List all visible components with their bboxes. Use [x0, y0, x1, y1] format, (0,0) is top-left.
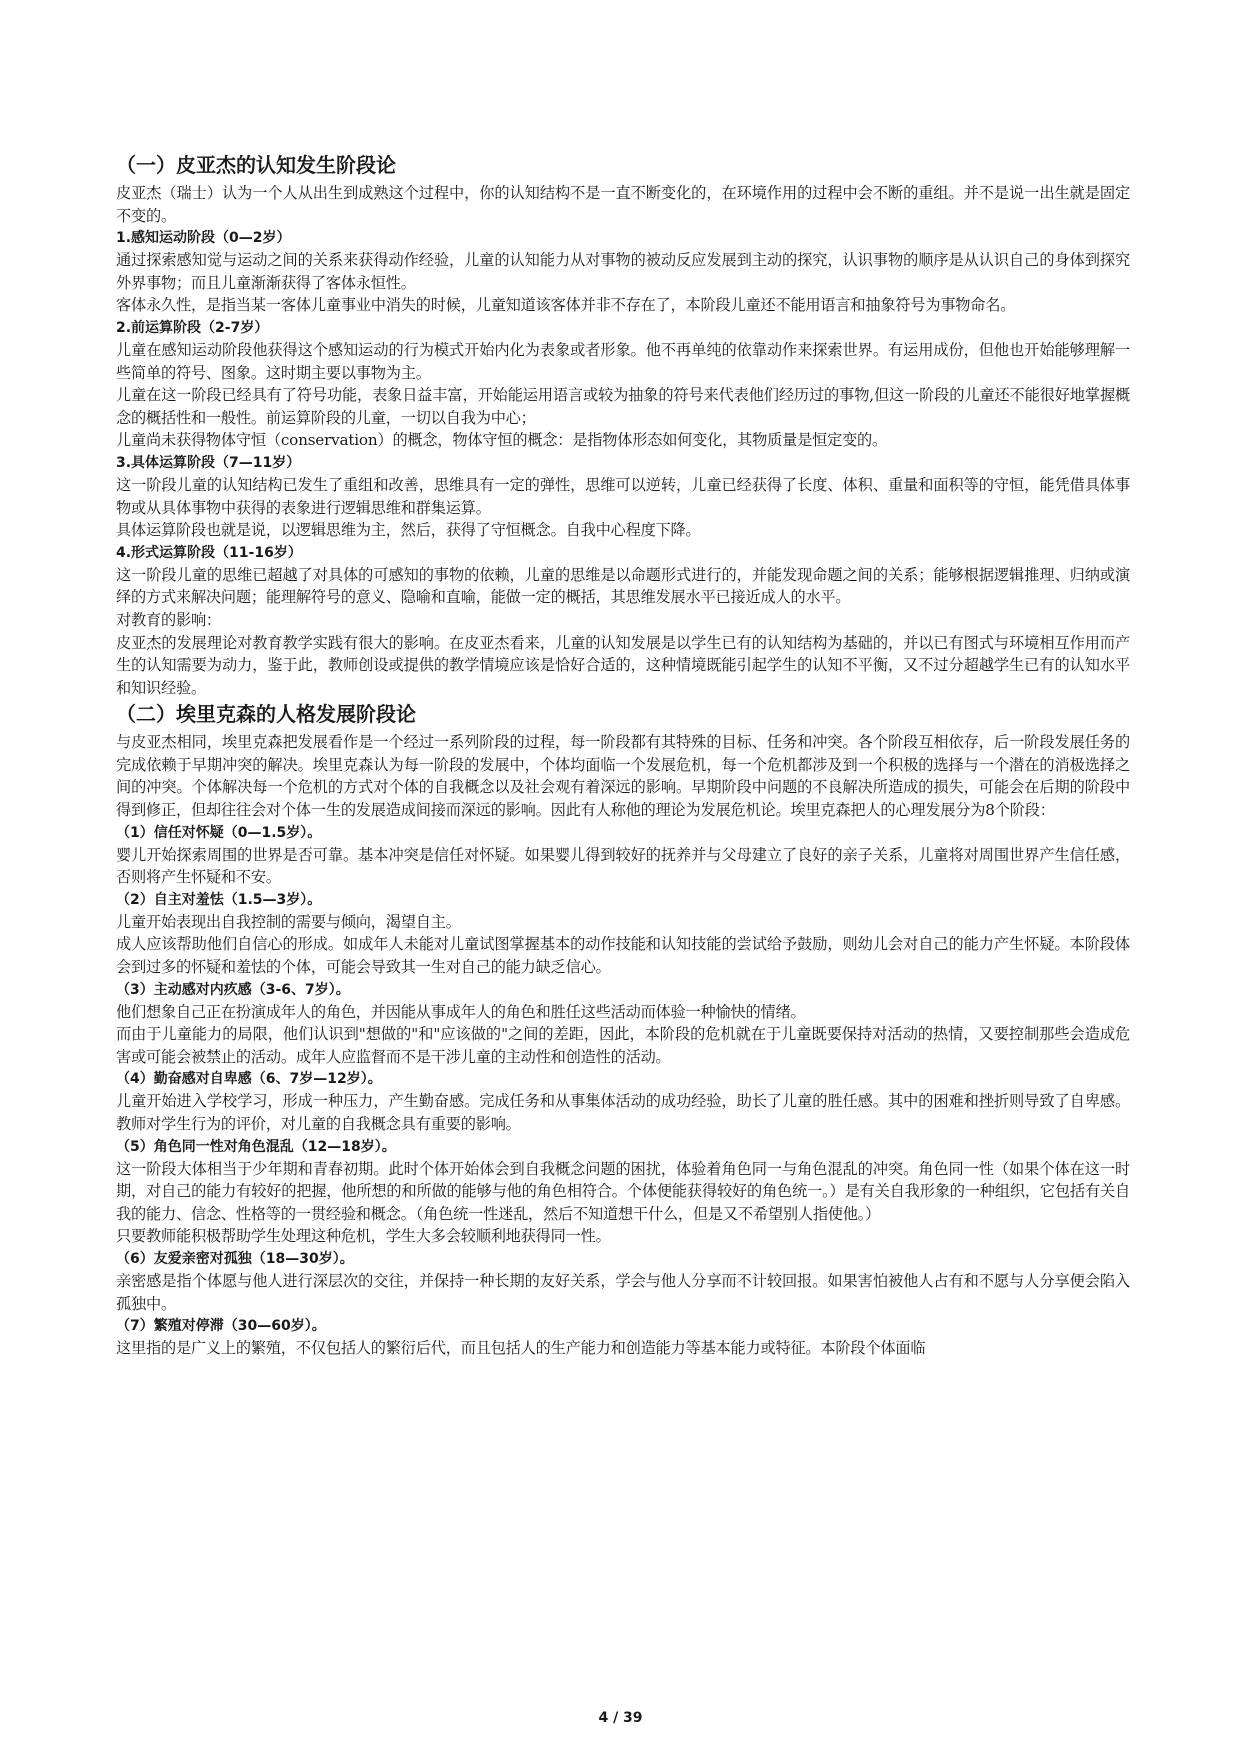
stage-heading: （1）信任对怀疑（0—1.5岁）。	[116, 824, 322, 841]
stage-heading: （2）自主对羞怯（1.5—3岁）。	[116, 891, 322, 908]
section-title: （二）埃里克森的人格发展阶段论	[116, 702, 416, 727]
paragraph: 这一阶段儿童的认知结构已发生了重组和改善，思维具有一定的弹性，思维可以逆转，儿童已经获得了长度、体积、重量和面积等的守恒，能凭借具体事物或从具体事物中获得的表象进行逻辑思维和群集运算。	[116, 475, 1130, 517]
stage-heading: （7）繁殖对停滞（30—60岁）。	[116, 1318, 326, 1335]
stage-heading: （5）角色同一性对角色混乱（12—18岁）。	[116, 1138, 396, 1155]
paragraph: 皮亚杰的发展理论对教育教学实践有很大的影响。在皮亚杰看来，儿童的认知发展是以学生已有的认知结构为基础的，并以已有图式与环境相互作用而产生的认知需要为动力，鉴于此，教师创设或提供的教学情境应该是恰好合适的，这种情境既能引起学生的认知不平衡，又不过分超越学生已有的认知水平和知识经验。	[116, 633, 1130, 697]
paragraph: 只要教师能积极帮助学生处理这种危机，学生大多会较顺利地获得同一性。	[116, 1227, 611, 1246]
paragraph: 这一阶段大体相当于少年期和青春初期。此时个体开始体会到自我概念问题的困扰，体验着角色同一与角色混乱的冲突。角色同一性（如果个体在这一时期，对自己的能力有较好的把握，他所想的和所做的能够与他的角色相符合。个体便能获得较好的角色统一。）是有关自我形象的一种组织，它包括有关自我的能力、信念、性格等的一贯经验和概念。（角色统一性迷乱，然后不知道想干什么，但是又不希望别人指使他。）	[116, 1159, 1130, 1223]
paragraph: 儿童在这一阶段已经具有了符号功能，表象日益丰富，开始能运用语言或较为抽象的符号来代表他们经历过的事物,但这一阶段的儿童还不能很好地掌握概念的概括性和一般性。前运算阶段的儿童，一切以自我为中心；	[116, 386, 1130, 427]
stage-heading: 1.感知运动阶段（0—2岁）	[116, 230, 291, 247]
stage-heading: 3.具体运算阶段（7—11岁）	[116, 454, 301, 471]
paragraph: 具体运算阶段也就是说，以逻辑思维为主，然后，获得了守恒概念。自我中心程度下降。	[116, 521, 701, 540]
paragraph: 而由于儿童能力的局限，他们认识到"想做的"和"应该做的"之间的差距，因此，本阶段的危机就在于儿童既要保持对活动的热情，又要控制那些会造成危害或可能会被禁止的活动。成年人应监督而不是干涉儿童的主动性和创造性的活动。	[116, 1025, 1130, 1066]
paragraph: 儿童开始进入学校学习，形成一种压力，产生勤奋感。完成任务和从事集体活动的成功经验，助长了儿童的胜任感。其中的困难和挫折则导致了自卑感。教师对学生行为的评价，对儿童的自我概念具有重要的影响。	[116, 1092, 1130, 1133]
paragraph: 对教育的影响：	[116, 610, 221, 629]
stage-heading: （4）勤奋感对自卑感（6、7岁—12岁）。	[116, 1071, 382, 1088]
paragraph: 客体永久性，是指当某一客体儿童事业中消失的时候，儿童知道该客体并非不存在了，本阶段儿童还不能用语言和抽象符号为事物命名。	[116, 296, 1016, 315]
paragraph: 他们想象自己正在扮演成年人的角色，并因能从事成年人的角色和胜任这些活动而体验一种愉快的情绪。	[116, 1002, 806, 1021]
section	[116, 701, 1130, 1359]
stage-heading: 2.前运算阶段（2-7岁）	[116, 319, 269, 336]
paragraph: 与皮亚杰相同，埃里克森把发展看作是一个经过一系列阶段的过程，每一阶段都有其特殊的目标、任务和冲突。各个阶段互相依存，后一阶段发展任务的完成依赖于早期冲突的解决。埃里克森认为每一阶段的发展中，个体均面临一个发展危机，每一个危机都涉及到一个积极的选择与一个潜在的消极选择之间的冲突。个体解决每一个危机的方式对个体的自我概念以及社会观有着深远的影响。早期阶段中问题的不良解决所造成的损失，可能会在后期的阶段中得到修正，但却往往会对个体一生的发展造成间接而深远的影响。因此有人称他的理论为发展危机论。埃里克森把人的心理发展分为8个阶段：	[116, 733, 1130, 820]
paragraph: 这一阶段儿童的思维已超越了对具体的可感知的事物的依赖，儿童的思维是以命题形式进行的，并能发现命题之间的关系；能够根据逻辑推理、归纳或演绎的方式来解决问题；能理解符号的意义、隐喻和直喻，能做一定的概括，其思维发展水平已接近成人的水平。	[116, 565, 1130, 607]
paragraph: 这里指的是广义上的繁殖，不仅包括人的繁衍后代，而且包括人的生产能力和创造能力等基本能力或特征。本阶段个体面临	[116, 1339, 926, 1358]
paragraph: 亲密感是指个体愿与他人进行深层次的交往，并保持一种长期的友好关系，学会与他人分享而不计较回报。如果害怕被他人占有和不愿与人分享便会陷入孤独中。	[116, 1271, 1130, 1313]
page-number: 4 / 39	[598, 1710, 643, 1726]
paragraph: 儿童尚未获得物体守恒（conservation）的概念，物体守恒的概念：是指物体形态如何变化，其物质量是恒定变的。	[116, 431, 888, 450]
section-title: （一）皮亚杰的认知发生阶段论	[116, 153, 396, 177]
paragraph: 儿童开始表现出自我控制的需要与倾向，渴望自主。	[116, 912, 461, 931]
document-body	[116, 150, 1130, 1360]
stage-heading: （6）友爱亲密对孤独（18—30岁）。	[116, 1250, 354, 1267]
paragraph: 成人应该帮助他们自信心的形成。如成年人未能对儿童试图掌握基本的动作技能和认知技能的尝试给予鼓励，则幼儿会对自己的能力产生怀疑。本阶段体会到过多的怀疑和羞怯的个体，可能会导致其一生对自己的能力缺乏信心。	[116, 935, 1130, 977]
stage-heading: 4.形式运算阶段（11-16岁）	[116, 544, 302, 561]
paragraph: 通过探索感知觉与运动之间的关系来获得动作经验，儿童的认知能力从对事物的被动反应发展到主动的探究，认识事物的顺序是从认识自己的身体到探究外界事物；而且儿童渐渐获得了客体永恒性。	[116, 251, 1130, 292]
paragraph: 婴儿开始探索周围的世界是否可靠。基本冲突是信任对怀疑。如果婴儿得到较好的抚养并与父母建立了良好的亲子关系，儿童将对周围世界产生信任感，否则将产生怀疑和不安。	[116, 845, 1130, 887]
paragraph: 儿童在感知运动阶段他获得这个感知运动的行为模式开始内化为表象或者形象。他不再单纯的依靠动作来探索世界。有运用成份，但他也开始能够理解一些简单的符号、图象。这时期主要以事物为主。	[116, 340, 1130, 382]
section	[116, 152, 1130, 699]
stage-heading: （3）主动感对内疚感（3-6、7岁）。	[116, 981, 350, 998]
paragraph: 皮亚杰（瑞士）认为一个人从出生到成熟这个过程中，你的认知结构不是一直不断变化的，在环境作用的过程中会不断的重组。并不是说一出生就是固定不变的。	[116, 184, 1130, 225]
